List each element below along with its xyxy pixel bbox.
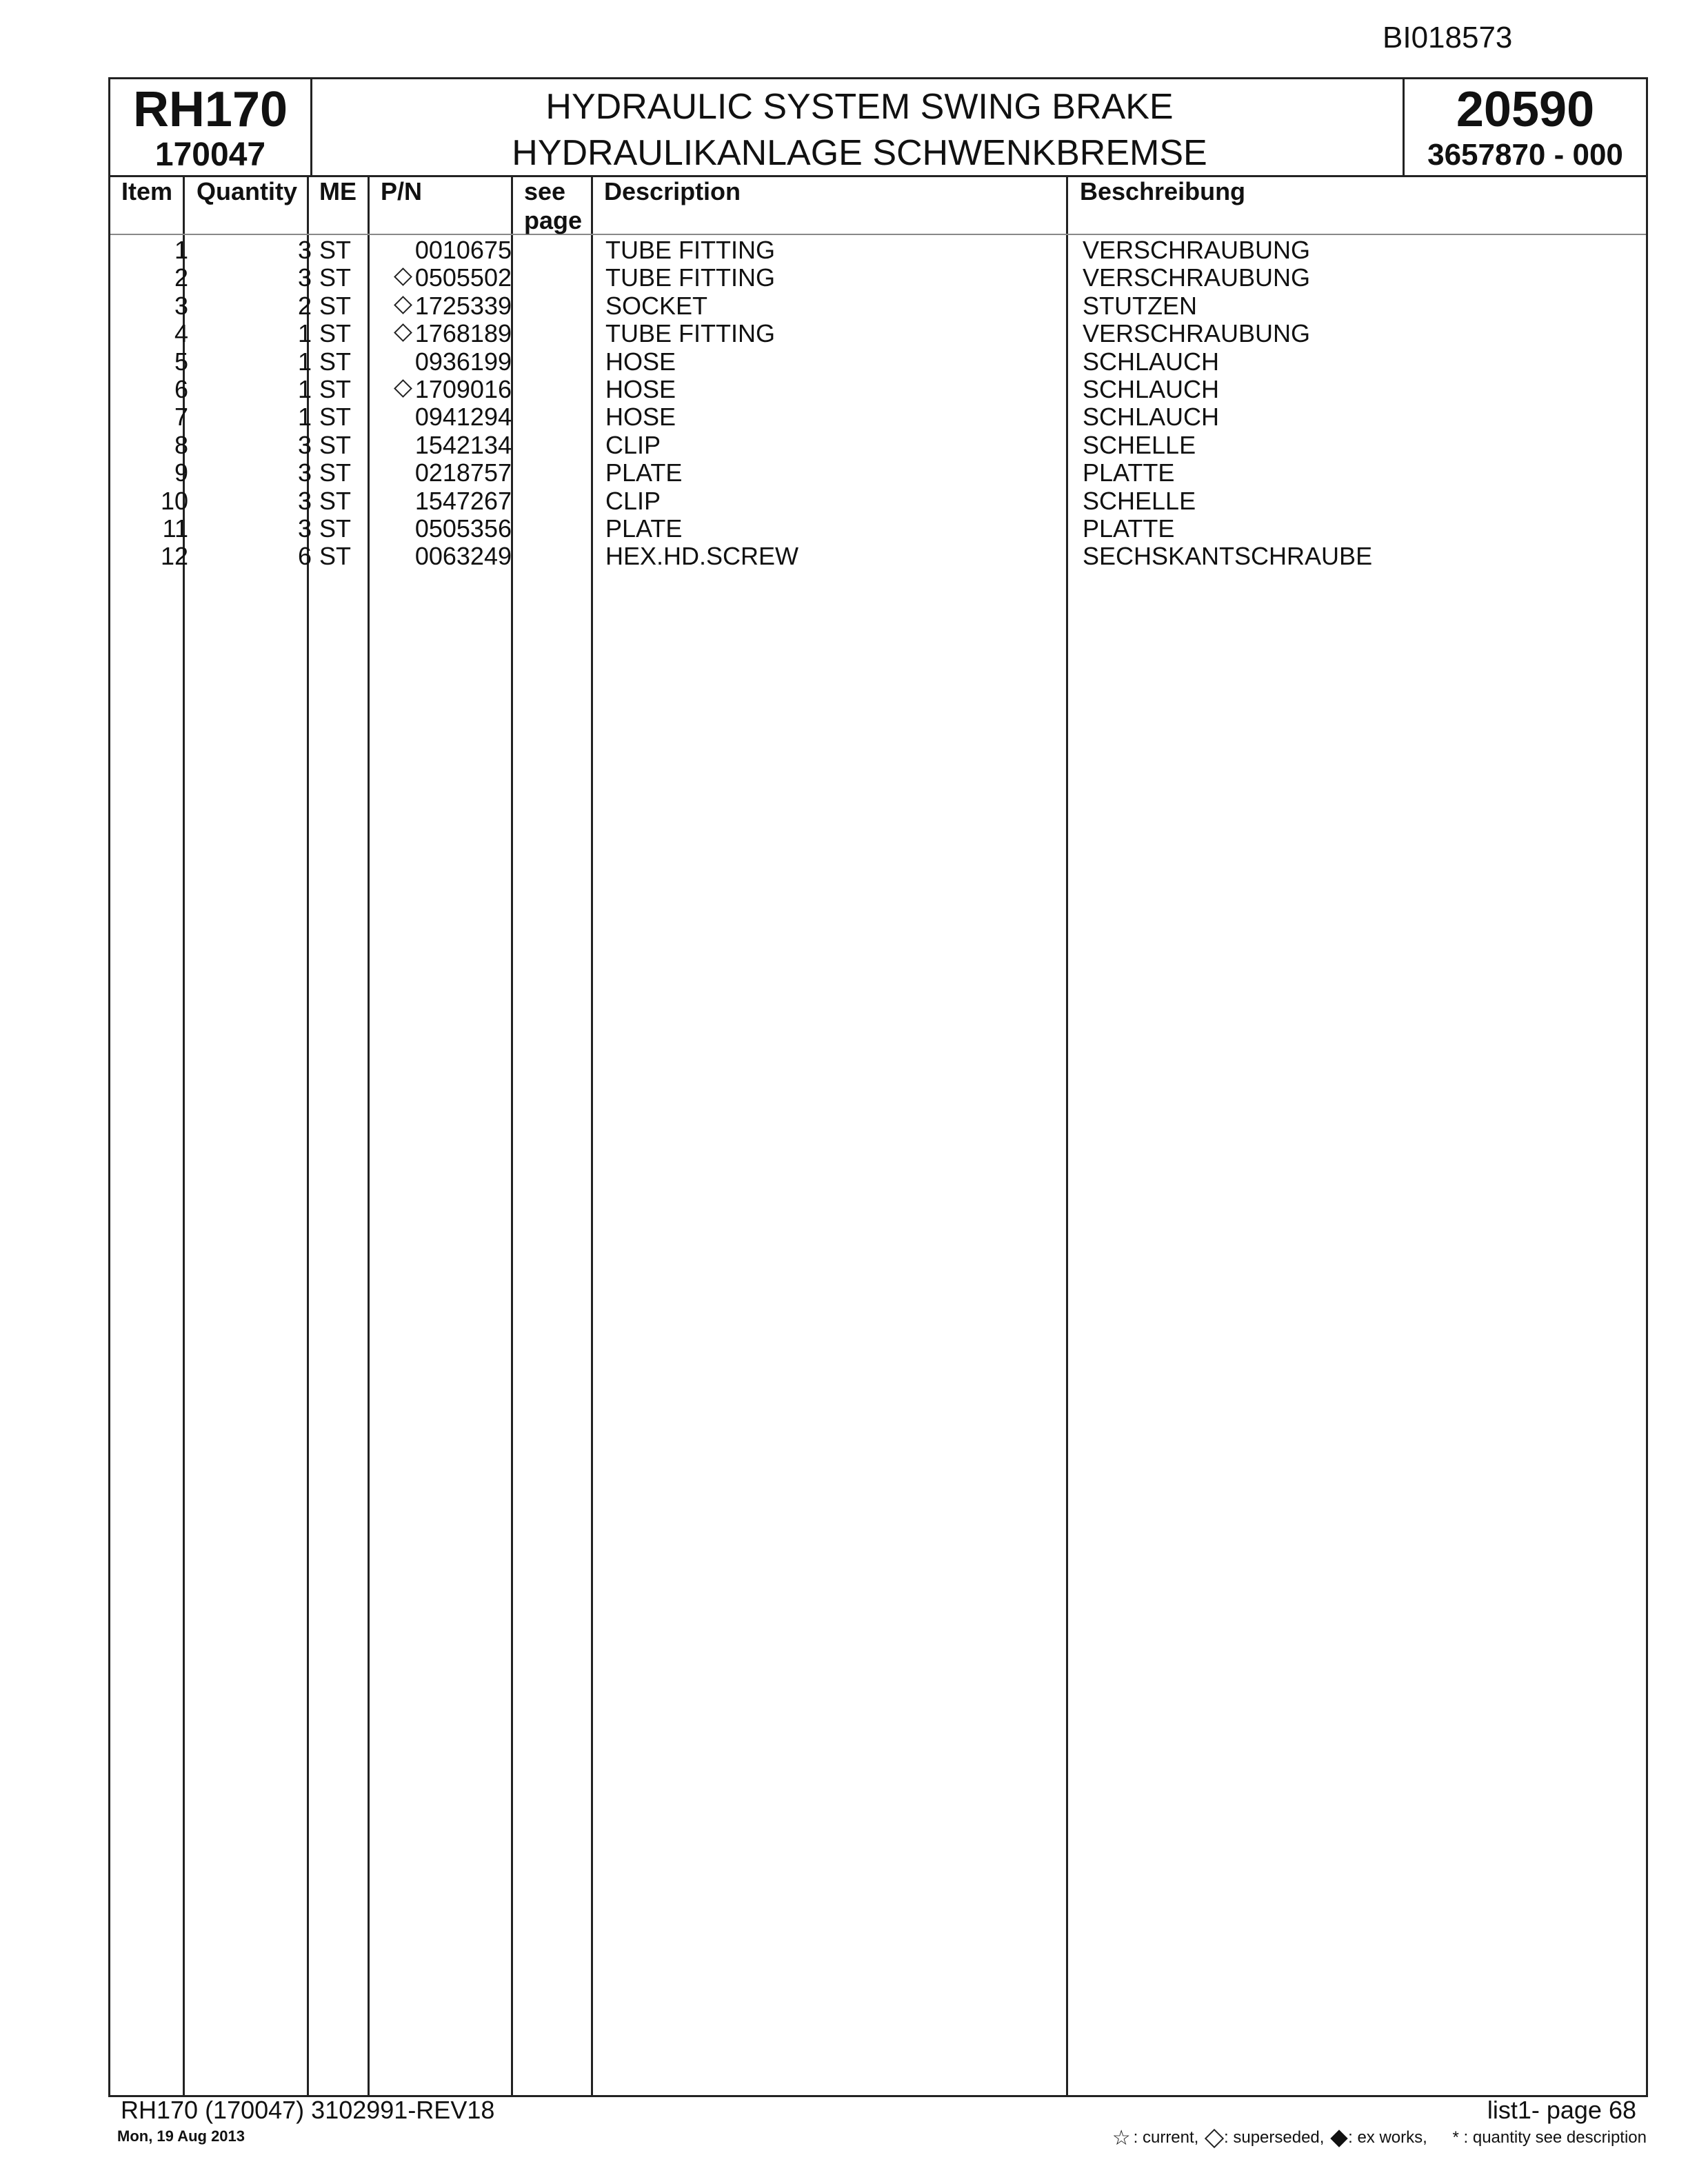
- item-cell: 3: [174, 291, 188, 320]
- beschreibung-cell: SCHELLE: [1083, 430, 1196, 459]
- part-number-text: 0941294: [414, 403, 512, 432]
- table-row: [110, 348, 1646, 376]
- me-cell: ST: [319, 458, 352, 487]
- beschreibung-cell: VERSCHRAUBUNG: [1083, 319, 1311, 348]
- part-number-cell: [374, 236, 512, 264]
- legend-superseded: : superseded,: [1224, 2127, 1325, 2147]
- legend-current: : current,: [1133, 2127, 1199, 2147]
- quantity-cell: 3: [297, 514, 312, 543]
- part-number-cell: [374, 376, 512, 403]
- part-number-text: 0505502: [414, 263, 512, 292]
- quantity-cell: 1: [297, 347, 312, 376]
- me-cell: ST: [319, 514, 352, 543]
- description-cell: TUBE FITTING: [605, 319, 775, 348]
- document-id: BI018573: [1383, 21, 1513, 54]
- item-cell: 2: [174, 263, 188, 292]
- table-row: [110, 515, 1646, 543]
- beschreibung-cell: SCHLAUCH: [1083, 347, 1220, 376]
- part-number-text: 0063249: [414, 542, 512, 571]
- table-row: [110, 543, 1646, 570]
- part-number-text: 1768189: [414, 319, 512, 348]
- me-cell: ST: [319, 430, 352, 459]
- beschreibung-cell: PLATTE: [1083, 514, 1175, 543]
- item-cell: 6: [174, 375, 188, 403]
- description-cell: HOSE: [605, 375, 676, 403]
- part-number-cell: [374, 320, 512, 347]
- legend-quantity: * : quantity see description: [1452, 2127, 1647, 2147]
- quantity-cell: 2: [297, 291, 312, 320]
- table-row: [110, 432, 1646, 459]
- part-number-cell: [374, 543, 512, 570]
- me-cell: ST: [319, 319, 352, 348]
- item-cell: 10: [160, 486, 188, 515]
- col-header-beschreibung: Beschreibung: [1080, 177, 1246, 205]
- me-cell: ST: [319, 263, 352, 292]
- superseded-diamond-icon: [394, 296, 412, 314]
- quantity-cell: 6: [297, 542, 312, 571]
- superseded-diamond-icon: [394, 267, 412, 286]
- description-cell: HEX.HD.SCREW: [605, 542, 799, 571]
- part-number-text: 1547267: [414, 486, 512, 515]
- me-cell: ST: [319, 375, 352, 403]
- me-cell: ST: [319, 291, 352, 320]
- group-box: [1403, 79, 1646, 175]
- col-header-quantity: Quantity: [197, 177, 298, 205]
- part-number-cell: [374, 432, 512, 459]
- description-cell: PLATE: [605, 458, 683, 487]
- col-header-me: ME: [319, 177, 356, 205]
- model-name: RH170: [132, 82, 288, 137]
- table-row: [110, 487, 1646, 515]
- me-cell: ST: [319, 542, 352, 571]
- diamond-filled-icon: [1330, 2130, 1347, 2147]
- part-number-text: 1709016: [414, 375, 512, 403]
- quantity-cell: 1: [297, 375, 312, 403]
- col-header-item: Item: [121, 177, 173, 205]
- legend: [1112, 2126, 1647, 2150]
- col-header-pn: P/N: [381, 177, 423, 205]
- me-cell: ST: [319, 236, 352, 264]
- serial-number: 170047: [154, 136, 266, 173]
- footer-doc-ref: RH170 (170047) 3102991-REV18: [121, 2096, 495, 2124]
- see-page-line1: see: [524, 177, 566, 205]
- star-icon: ☆: [1112, 2127, 1131, 2150]
- part-number-text: 0218757: [414, 458, 512, 487]
- header-row: [110, 79, 1646, 177]
- part-number-cell: [374, 264, 512, 292]
- beschreibung-cell: VERSCHRAUBUNG: [1083, 236, 1311, 264]
- footer-date: Mon, 19 Aug 2013: [117, 2127, 245, 2145]
- part-number-cell: [374, 515, 512, 543]
- beschreibung-cell: VERSCHRAUBUNG: [1083, 263, 1311, 292]
- item-cell: 5: [174, 347, 188, 376]
- group-number: 20590: [1456, 82, 1595, 137]
- item-cell: 1: [174, 236, 188, 264]
- see-page-line2: page: [524, 206, 583, 234]
- part-number-cell: [374, 487, 512, 515]
- me-cell: ST: [319, 486, 352, 515]
- description-cell: TUBE FITTING: [605, 236, 775, 264]
- superseded-diamond-icon: [394, 323, 412, 342]
- quantity-cell: 1: [297, 319, 312, 348]
- table-row: [110, 292, 1646, 320]
- table-row: [110, 236, 1646, 264]
- diamond-outline-icon: [1205, 2128, 1224, 2147]
- part-number-cell: [374, 403, 512, 431]
- item-cell: 9: [174, 458, 188, 487]
- title-box: [312, 79, 1407, 175]
- description-cell: CLIP: [605, 430, 661, 459]
- item-cell: 11: [162, 514, 188, 543]
- description-cell: PLATE: [605, 514, 683, 543]
- part-number-cell: [374, 348, 512, 376]
- beschreibung-cell: SECHSKANTSCHRAUBE: [1083, 542, 1373, 571]
- description-cell: HOSE: [605, 347, 676, 376]
- part-number-cell: [374, 459, 512, 487]
- quantity-cell: 3: [297, 236, 312, 264]
- table-row: [110, 403, 1646, 431]
- description-cell: SOCKET: [605, 291, 708, 320]
- title-german: HYDRAULIKANLAGE SCHWENKBREMSE: [512, 133, 1207, 173]
- part-number-text: 0936199: [414, 347, 512, 376]
- parts-list-frame: [108, 77, 1648, 2097]
- table-row: [110, 320, 1646, 347]
- table-row: [110, 264, 1646, 292]
- quantity-cell: 3: [297, 430, 312, 459]
- beschreibung-cell: SCHLAUCH: [1083, 403, 1220, 432]
- legend-exworks: : ex works,: [1348, 2127, 1427, 2147]
- col-header-description: Description: [604, 177, 741, 205]
- beschreibung-cell: SCHLAUCH: [1083, 375, 1220, 403]
- item-cell: 7: [174, 403, 188, 432]
- part-number-text: 0010675: [414, 236, 512, 264]
- title-english: HYDRAULIC SYSTEM SWING BRAKE: [545, 87, 1174, 127]
- beschreibung-cell: STUTZEN: [1083, 291, 1197, 320]
- description-cell: CLIP: [605, 486, 661, 515]
- part-number-cell: [374, 292, 512, 320]
- beschreibung-cell: SCHELLE: [1083, 486, 1196, 515]
- me-cell: ST: [319, 347, 352, 376]
- description-cell: HOSE: [605, 403, 676, 432]
- me-cell: ST: [319, 403, 352, 432]
- superseded-diamond-icon: [394, 379, 412, 398]
- part-number-text: 0505356: [414, 514, 512, 543]
- description-cell: TUBE FITTING: [605, 263, 775, 292]
- item-cell: 12: [160, 542, 188, 571]
- part-number-text: 1725339: [414, 291, 512, 320]
- footer-page: list1- page 68: [1487, 2096, 1636, 2124]
- quantity-cell: 3: [297, 458, 312, 487]
- quantity-cell: 3: [297, 263, 312, 292]
- item-cell: 8: [174, 430, 188, 459]
- model-box: [110, 79, 312, 175]
- item-cell: 4: [174, 319, 188, 348]
- table-row: [110, 459, 1646, 487]
- quantity-cell: 1: [297, 403, 312, 432]
- table-row: [110, 376, 1646, 403]
- beschreibung-cell: PLATTE: [1083, 458, 1175, 487]
- part-number-text: 1542134: [414, 430, 512, 459]
- reference-number: 3657870 - 000: [1427, 138, 1623, 172]
- col-header-see-page: [524, 177, 582, 235]
- header-divider: [110, 234, 1646, 235]
- quantity-cell: 3: [297, 486, 312, 515]
